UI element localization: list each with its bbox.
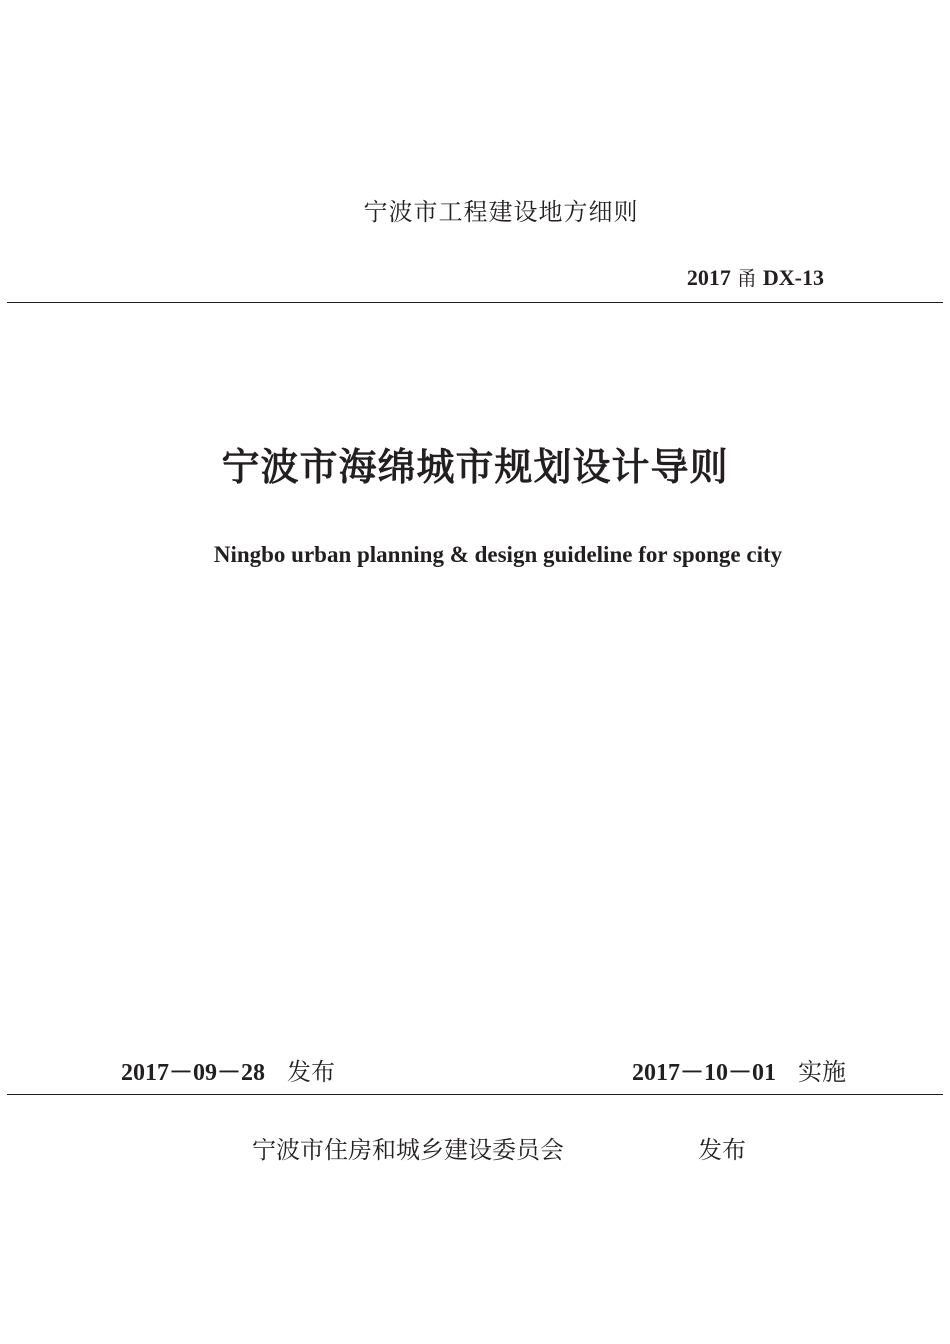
issue-label: 发布 [287, 1058, 335, 1086]
standard-code-year: 2017 [686, 265, 731, 290]
bottom-divider [7, 1094, 943, 1095]
publish-label: 发布 [698, 1136, 746, 1164]
series-title: 宁波市工程建设地方细则 [363, 198, 639, 226]
issue-date: 2017－09－28 [121, 1060, 265, 1086]
implementation-date-line [632, 1052, 846, 1087]
implementation-date: 2017－10－01 [632, 1060, 776, 1086]
document-title-english: Ningbo urban planning & design guideline for sponge city [213, 542, 783, 567]
standard-code [687, 262, 824, 291]
standard-code-id: DX-13 [762, 265, 824, 290]
issue-date-line [121, 1052, 335, 1087]
standard-code-prefix: 甬 [736, 266, 757, 290]
implementation-label: 实施 [798, 1058, 846, 1086]
document-title: 宁波市海绵城市规划设计导则 [221, 445, 729, 489]
publisher-name: 宁波市住房和城乡建设委员会 [252, 1136, 564, 1164]
top-divider [7, 302, 943, 303]
